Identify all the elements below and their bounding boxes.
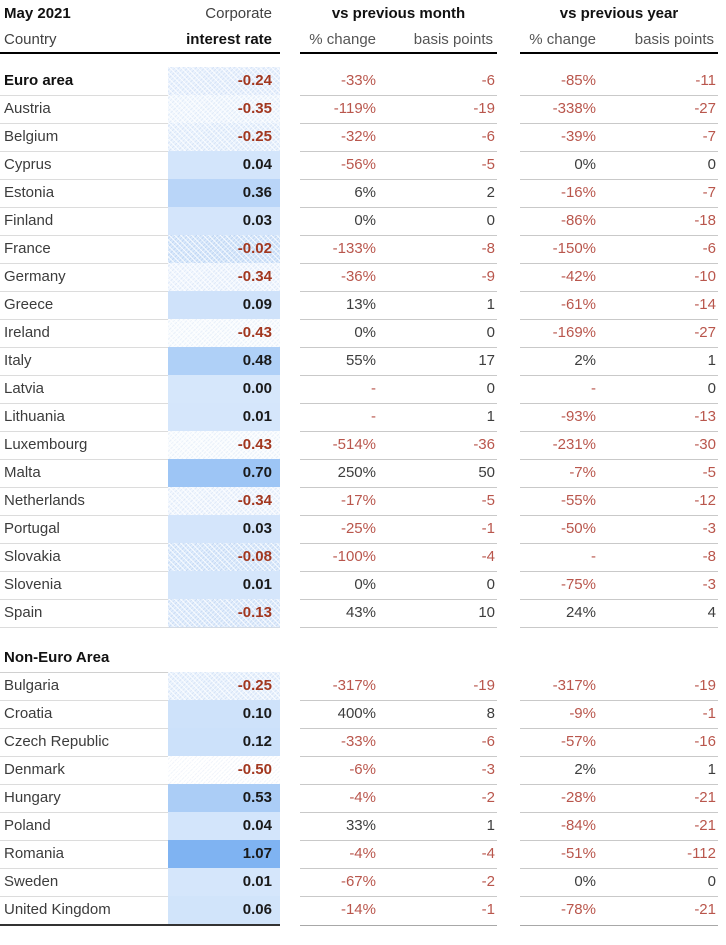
table-row — [0, 431, 726, 459]
column-gap — [497, 347, 520, 376]
table-row — [0, 347, 726, 375]
country-cell: Denmark — [0, 756, 168, 785]
month-pct-cell: -25% — [300, 515, 378, 544]
column-gap — [497, 571, 520, 600]
rate-cell: 1.07 — [168, 840, 280, 869]
column-gap — [280, 599, 300, 628]
country-cell: Slovakia — [0, 543, 168, 572]
year-bp-cell: -11 — [598, 67, 718, 96]
column-gap — [280, 431, 300, 460]
rate-cell: -0.24 — [168, 67, 280, 96]
column-gap — [280, 151, 300, 180]
month-pct-cell: -317% — [300, 672, 378, 701]
column-gap — [497, 543, 520, 572]
rate-cell: 0.36 — [168, 179, 280, 208]
rate-cell: 0.03 — [168, 207, 280, 236]
table-row — [0, 840, 726, 868]
column-gap — [280, 207, 300, 236]
column-gap — [497, 151, 520, 180]
month-bp-cell: -5 — [378, 487, 497, 516]
year-bp-cell: -1 — [598, 700, 718, 729]
year-pct-cell: -39% — [520, 123, 598, 152]
column-gap — [280, 347, 300, 376]
column-gap — [497, 291, 520, 320]
country-cell: Cyprus — [0, 151, 168, 180]
table-row — [0, 868, 726, 896]
month-pct-column-label: % change — [300, 27, 378, 54]
table-row — [0, 543, 726, 571]
year-pct-cell: -61% — [520, 291, 598, 320]
column-gap — [280, 95, 300, 124]
month-bp-cell: -19 — [378, 672, 497, 701]
table-row — [0, 672, 726, 700]
rate-header-line1: Corporate — [205, 5, 272, 22]
year-bp-cell: -21 — [598, 812, 718, 841]
year-pct-cell: -85% — [520, 67, 598, 96]
column-gap — [280, 728, 300, 757]
year-bp-cell: 0 — [598, 151, 718, 180]
table-row — [0, 756, 726, 784]
month-bp-cell: -2 — [378, 868, 497, 897]
column-gap — [280, 812, 300, 841]
country-cell: Malta — [0, 459, 168, 488]
rate-cell: 0.09 — [168, 291, 280, 320]
year-pct-cell: 0% — [520, 868, 598, 897]
country-cell: Belgium — [0, 123, 168, 152]
year-pct-cell: -317% — [520, 672, 598, 701]
table-body — [0, 52, 726, 924]
rate-cell: 0.04 — [168, 151, 280, 180]
year-pct-cell: 2% — [520, 756, 598, 785]
table-row — [0, 599, 726, 627]
table-row — [0, 487, 726, 515]
table-row — [0, 375, 726, 403]
rate-cell: 0.53 — [168, 784, 280, 813]
table-row — [0, 95, 726, 123]
column-gap — [280, 67, 300, 96]
year-pct-cell: -51% — [520, 840, 598, 869]
table-row — [0, 263, 726, 291]
year-pct-cell: -75% — [520, 571, 598, 600]
period-label: May 2021 — [4, 5, 71, 22]
month-bp-cell: -4 — [378, 543, 497, 572]
month-bp-cell: 1 — [378, 403, 497, 432]
country-cell: Euro area — [0, 67, 168, 96]
year-bp-cell: -27 — [598, 95, 718, 124]
year-bp-cell: -7 — [598, 123, 718, 152]
column-gap — [280, 487, 300, 516]
column-gap — [280, 896, 300, 926]
rate-cell: -0.13 — [168, 599, 280, 628]
month-bp-cell: -4 — [378, 840, 497, 869]
month-pct-cell: 43% — [300, 599, 378, 628]
month-bp-column-label: basis points — [378, 27, 497, 54]
column-gap — [497, 123, 520, 152]
year-pct-cell: -50% — [520, 515, 598, 544]
section-label: Non-Euro Area — [0, 643, 280, 673]
empty-cell — [598, 643, 718, 673]
column-gap — [497, 672, 520, 701]
month-bp-cell: 17 — [378, 347, 497, 376]
year-pct-cell: -7% — [520, 459, 598, 488]
country-cell: Estonia — [0, 179, 168, 208]
year-bp-cell: -18 — [598, 207, 718, 236]
rate-cell: -0.08 — [168, 543, 280, 572]
rate-cell: 0.06 — [168, 896, 280, 926]
month-pct-cell: 33% — [300, 812, 378, 841]
column-gap — [280, 543, 300, 572]
month-bp-cell: -8 — [378, 235, 497, 264]
empty-cell — [520, 643, 598, 673]
year-pct-cell: 0% — [520, 151, 598, 180]
column-gap — [280, 27, 300, 54]
month-pct-cell: -6% — [300, 756, 378, 785]
year-bp-cell: -3 — [598, 571, 718, 600]
year-pct-cell: -86% — [520, 207, 598, 236]
month-bp-cell: -1 — [378, 896, 497, 926]
rate-cell: -0.35 — [168, 95, 280, 124]
column-gap — [280, 868, 300, 897]
rate-cell: 0.12 — [168, 728, 280, 757]
column-gap — [497, 700, 520, 729]
year-pct-cell: 24% — [520, 599, 598, 628]
month-bp-cell: 2 — [378, 179, 497, 208]
section-header-row — [0, 643, 726, 672]
month-pct-cell: -32% — [300, 123, 378, 152]
column-gap — [280, 123, 300, 152]
rate-cell: -0.25 — [168, 672, 280, 701]
table-header-row-2 — [0, 27, 726, 52]
month-pct-cell: -56% — [300, 151, 378, 180]
year-bp-cell: 0 — [598, 868, 718, 897]
country-cell: Luxembourg — [0, 431, 168, 460]
column-gap — [497, 487, 520, 516]
year-pct-cell: -231% — [520, 431, 598, 460]
month-pct-cell: 400% — [300, 700, 378, 729]
month-bp-cell: -36 — [378, 431, 497, 460]
column-gap — [280, 403, 300, 432]
month-bp-cell: 0 — [378, 375, 497, 404]
table-row — [0, 403, 726, 431]
rate-cell: -0.43 — [168, 431, 280, 460]
rate-cell: 0.03 — [168, 515, 280, 544]
column-gap — [280, 672, 300, 701]
year-pct-cell: -78% — [520, 896, 598, 926]
country-cell: Poland — [0, 812, 168, 841]
month-pct-cell: -514% — [300, 431, 378, 460]
year-bp-cell: -112 — [598, 840, 718, 869]
month-pct-cell: -17% — [300, 487, 378, 516]
year-bp-cell: -12 — [598, 487, 718, 516]
month-bp-cell: 8 — [378, 700, 497, 729]
year-pct-cell: -169% — [520, 319, 598, 348]
column-gap — [497, 235, 520, 264]
year-bp-cell: 4 — [598, 599, 718, 628]
column-gap — [280, 179, 300, 208]
table-row — [0, 459, 726, 487]
rate-cell: 0.01 — [168, 403, 280, 432]
month-pct-cell: 250% — [300, 459, 378, 488]
year-bp-cell: -10 — [598, 263, 718, 292]
column-gap — [280, 235, 300, 264]
country-cell: Bulgaria — [0, 672, 168, 701]
column-gap — [497, 403, 520, 432]
year-pct-cell: -28% — [520, 784, 598, 813]
column-gap — [497, 599, 520, 628]
country-cell: Finland — [0, 207, 168, 236]
column-gap — [497, 431, 520, 460]
table-row — [0, 728, 726, 756]
country-cell: Latvia — [0, 375, 168, 404]
country-column-label: Country — [0, 27, 168, 54]
month-pct-cell: 0% — [300, 571, 378, 600]
country-cell: Sweden — [0, 868, 168, 897]
column-gap — [497, 179, 520, 208]
table-row — [0, 67, 726, 95]
rate-cell: -0.25 — [168, 123, 280, 152]
rate-cell: 0.48 — [168, 347, 280, 376]
year-bp-cell: -7 — [598, 179, 718, 208]
year-pct-cell: -338% — [520, 95, 598, 124]
year-bp-cell: 1 — [598, 347, 718, 376]
month-pct-cell: 55% — [300, 347, 378, 376]
year-pct-cell: -55% — [520, 487, 598, 516]
country-cell: Croatia — [0, 700, 168, 729]
year-pct-cell: -150% — [520, 235, 598, 264]
column-gap — [280, 840, 300, 869]
column-gap — [280, 515, 300, 544]
column-gap — [497, 67, 520, 96]
table-row — [0, 235, 726, 263]
column-gap — [280, 319, 300, 348]
country-cell: Slovenia — [0, 571, 168, 600]
column-gap — [497, 319, 520, 348]
table-row — [0, 700, 726, 728]
rate-cell: 0.70 — [168, 459, 280, 488]
table-row — [0, 571, 726, 599]
country-cell: Lithuania — [0, 403, 168, 432]
month-pct-cell: -4% — [300, 784, 378, 813]
year-bp-cell: -21 — [598, 784, 718, 813]
year-bp-cell: 0 — [598, 375, 718, 404]
year-bp-column-label: basis points — [598, 27, 718, 54]
year-pct-cell: - — [520, 543, 598, 572]
country-cell: Portugal — [0, 515, 168, 544]
column-gap — [497, 27, 520, 54]
empty-cell — [300, 643, 378, 673]
table-row — [0, 123, 726, 151]
month-pct-cell: 6% — [300, 179, 378, 208]
month-bp-cell: -5 — [378, 151, 497, 180]
rate-cell: 0.00 — [168, 375, 280, 404]
year-bp-cell: 1 — [598, 756, 718, 785]
column-gap — [497, 207, 520, 236]
table-row — [0, 319, 726, 347]
country-cell: Netherlands — [0, 487, 168, 516]
year-bp-cell: -21 — [598, 896, 718, 926]
month-bp-cell: -19 — [378, 95, 497, 124]
year-pct-cell: -42% — [520, 263, 598, 292]
year-pct-cell: - — [520, 375, 598, 404]
table-row — [0, 179, 726, 207]
column-gap — [497, 868, 520, 897]
month-bp-cell: 1 — [378, 291, 497, 320]
month-pct-cell: -33% — [300, 728, 378, 757]
country-cell: Hungary — [0, 784, 168, 813]
month-bp-cell: -6 — [378, 123, 497, 152]
month-bp-cell: -6 — [378, 728, 497, 757]
year-pct-column-label: % change — [520, 27, 598, 54]
column-gap — [280, 375, 300, 404]
country-cell: Ireland — [0, 319, 168, 348]
month-bp-cell: -2 — [378, 784, 497, 813]
rate-cell: -0.34 — [168, 487, 280, 516]
table-row — [0, 291, 726, 319]
column-gap — [497, 95, 520, 124]
column-gap — [497, 896, 520, 926]
column-gap — [497, 643, 520, 673]
column-gap — [280, 459, 300, 488]
group-header-year: vs previous year — [559, 5, 679, 22]
column-gap — [280, 784, 300, 813]
month-bp-cell: -3 — [378, 756, 497, 785]
column-gap — [280, 643, 300, 673]
year-bp-cell: -6 — [598, 235, 718, 264]
country-cell: Czech Republic — [0, 728, 168, 757]
country-cell: France — [0, 235, 168, 264]
month-pct-cell: -133% — [300, 235, 378, 264]
month-bp-cell: 0 — [378, 571, 497, 600]
country-cell: Austria — [0, 95, 168, 124]
rate-cell: -0.02 — [168, 235, 280, 264]
rate-cell: 0.04 — [168, 812, 280, 841]
year-bp-cell: -16 — [598, 728, 718, 757]
year-pct-cell: -84% — [520, 812, 598, 841]
table-header-row-1 — [0, 0, 726, 27]
country-cell: Greece — [0, 291, 168, 320]
column-gap — [497, 812, 520, 841]
year-pct-cell: 2% — [520, 347, 598, 376]
table-row — [0, 896, 726, 924]
table-row — [0, 207, 726, 235]
month-pct-cell: -100% — [300, 543, 378, 572]
rate-cell: -0.34 — [168, 263, 280, 292]
month-pct-cell: -33% — [300, 67, 378, 96]
column-gap — [497, 756, 520, 785]
month-bp-cell: 10 — [378, 599, 497, 628]
column-gap — [497, 375, 520, 404]
country-cell: Romania — [0, 840, 168, 869]
table-row — [0, 151, 726, 179]
year-bp-cell: -5 — [598, 459, 718, 488]
country-cell: Spain — [0, 599, 168, 628]
column-gap — [280, 571, 300, 600]
month-pct-cell: 0% — [300, 319, 378, 348]
group-header-month: vs previous month — [331, 5, 466, 22]
month-pct-cell: -67% — [300, 868, 378, 897]
rate-header-line2: interest rate — [168, 27, 280, 54]
country-cell: Italy — [0, 347, 168, 376]
year-bp-cell: -19 — [598, 672, 718, 701]
table-row — [0, 515, 726, 543]
rate-cell: -0.43 — [168, 319, 280, 348]
rate-cell: -0.50 — [168, 756, 280, 785]
year-bp-cell: -30 — [598, 431, 718, 460]
year-bp-cell: -8 — [598, 543, 718, 572]
column-gap — [280, 700, 300, 729]
month-pct-cell: -4% — [300, 840, 378, 869]
country-cell: United Kingdom — [0, 896, 168, 926]
month-pct-cell: - — [300, 375, 378, 404]
rate-cell: 0.01 — [168, 868, 280, 897]
section-spacer — [0, 627, 726, 643]
column-gap — [497, 515, 520, 544]
year-bp-cell: -13 — [598, 403, 718, 432]
column-gap — [497, 459, 520, 488]
month-bp-cell: 0 — [378, 207, 497, 236]
month-bp-cell: 1 — [378, 812, 497, 841]
table-row — [0, 812, 726, 840]
column-gap — [280, 0, 300, 27]
column-gap — [497, 728, 520, 757]
month-pct-cell: 0% — [300, 207, 378, 236]
month-pct-cell: - — [300, 403, 378, 432]
table-row — [0, 784, 726, 812]
month-bp-cell: 0 — [378, 319, 497, 348]
country-cell: Germany — [0, 263, 168, 292]
rate-cell: 0.10 — [168, 700, 280, 729]
year-pct-cell: -16% — [520, 179, 598, 208]
column-gap — [497, 784, 520, 813]
column-gap — [497, 840, 520, 869]
year-bp-cell: -14 — [598, 291, 718, 320]
year-bp-cell: -3 — [598, 515, 718, 544]
year-bp-cell: -27 — [598, 319, 718, 348]
empty-cell — [378, 643, 497, 673]
month-bp-cell: -9 — [378, 263, 497, 292]
column-gap — [280, 756, 300, 785]
month-pct-cell: -119% — [300, 95, 378, 124]
rate-cell: 0.01 — [168, 571, 280, 600]
column-gap — [497, 263, 520, 292]
month-bp-cell: -1 — [378, 515, 497, 544]
year-pct-cell: -57% — [520, 728, 598, 757]
month-pct-cell: -14% — [300, 896, 378, 926]
year-pct-cell: -9% — [520, 700, 598, 729]
month-pct-cell: -36% — [300, 263, 378, 292]
month-bp-cell: -6 — [378, 67, 497, 96]
year-pct-cell: -93% — [520, 403, 598, 432]
column-gap — [280, 263, 300, 292]
month-pct-cell: 13% — [300, 291, 378, 320]
month-bp-cell: 50 — [378, 459, 497, 488]
column-gap — [497, 0, 520, 27]
column-gap — [280, 291, 300, 320]
